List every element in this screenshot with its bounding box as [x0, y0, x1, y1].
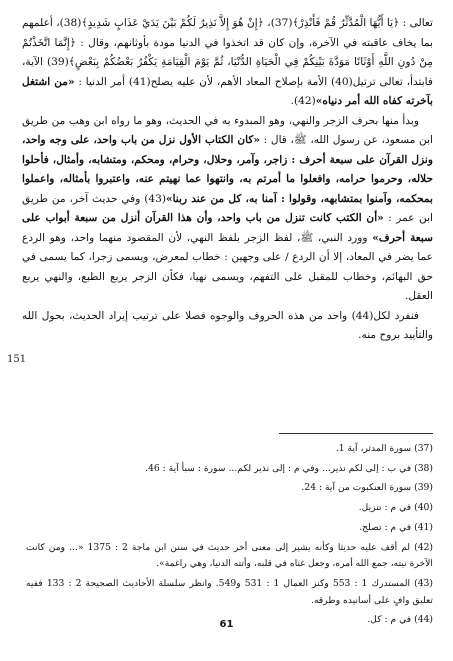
paragraph-2-end: وورد النبي، ﷺ، لفظ الزجر بلفظ النهي، لأن المقصود منهما واحد، وهو الردع عما يضر في المعاد، إلا أن الردع / على وجهين : خطاب لمعرض، ويسمى زجرا، كما يسمى في حق البهائم، وخطاب للمقبل على التفهم، ويسمى نهيا، فكأن الزجر يربع الطبع، والنهي يربع العقل.	[22, 231, 433, 302]
hadith-quote-2: «كان الكتاب الأول نزل من باب واحد، على وجه واحد، ونزل القرآن على سبعة أحرف : زاجر، وآمر، وحلال، وحرام، ومحكم، ومتشابه، وأمثال، فأحلوا حلاله، وحرموا حرامه، وافعلوا ما أمرتم به، وانتهوا عما نهيتم عنه، واعتبروا بأمثاله، واعملوا بمحكمه، وآمنوا بمتشابهه، وقولوا : آمنا به، كل من عند ربنا»	[22, 134, 433, 205]
paragraph-1-text: تعالى : ﴿يَا أَيُّهَا الْمُدَّثِّرُ قُمْ فَأَنْذِرْ﴾(37)، ﴿إِنْ هُوَ إِلاَّ نَذِيرٌ لَكُمْ بَيْنَ يَدَيْ عَذَابٍ شَدِيدٍ﴾(38)، أعلمهم بما يخاف عاقبته في الآخرة، وإن كان قد اتخذوا في الدنيا مودة بأوثانهم، وقال : ﴿إِنَّمَا اتَّخَذْتُمْ مِنْ دُونِ اللَّهِ أَوْثَانًا مَوَدَّةَ بَيْنِكُمْ فِي الْحَيَاةِ الدُّنْيَا، ثُمَّ يَوْمَ الْقِيَامَةِ يَكْفُرُ بَعْضُكُمْ بِبَعْضٍ﴾(39) الآية، فابتدأ، تعالى ترتيل(40) الأمة بإصلاح المعاد الأهم، لأن عليه يصلح(41) أمر الدنيا :	[22, 17, 433, 88]
footnote-41: (41) في م : تصلح.	[359, 521, 433, 533]
footnote-44: (44) في م : كل.	[367, 614, 433, 626]
footnote-39: (39) سورة العنكبوت من آية : 24.	[301, 482, 433, 494]
page-number: 61	[219, 619, 234, 630]
footnotes	[26, 441, 433, 632]
main-text	[22, 14, 433, 346]
footnote-40: (40) في م : تنزيل.	[358, 502, 433, 514]
footnote-43: (43) المستدرك 1 : 553 وكنز العمال 1 : 531 و549. وانظر سلسلة الأحاديث الصحيحة 2 : 133 ففيه تعليق وافٍ على أسانيده وطرقه.	[26, 577, 433, 606]
paragraph-1	[22, 14, 433, 112]
paragraph-1-end: (42).	[290, 95, 316, 107]
margin-folio-number: 151	[7, 354, 27, 365]
hadith-quote-3: «أن الكتب كانت تنزل من باب واحد، وأن هذا القرآن أنزل من سبعة أبواب على سبعة أحرف»	[22, 212, 433, 244]
paragraph-2-intro: وبدأ منها بحرف الزجر والنهي، وهو المبدوء به في الحديث، وهو ما رواه ابن وهب من طريق ابن مسعود، عن رسول الله، ﷺ، قال :	[22, 114, 433, 146]
footnote-separator	[279, 433, 433, 434]
footnote-37: (37) سورة المدثر، آية 1.	[335, 443, 433, 454]
footnote-38: (38) في ب : إلى لكم نذير... وفي م : إلى نذير لكم... سورة : سبأ آية : 46.	[145, 462, 433, 474]
paragraph-3: فنفرد لكل(44) واحد من هذه الحروف والوجوه فصلا على ترتيب إيراد الحديث، بحول الله والتأييد بروح منه.	[22, 309, 433, 341]
footnote-42: (42) لم أقف عليه حديثا وكأنه يشير إلى معنى أخر حديث في سنن ابن ماجة 2 : 1375 «... ومن كانت الآخرة نيته، جمع الله أمره، وجعل غناه في قلبه، وأتته الدنيا، وهي راغمة».	[26, 541, 434, 570]
hadith-quote-1: «من اشتغل بآخرته كفاه الله أمر دنياه»	[22, 75, 433, 107]
paragraph-2	[22, 112, 433, 307]
paragraph-2-mid: (43) وفي حديث آخر، من طريق ابن عمر :	[22, 192, 433, 224]
